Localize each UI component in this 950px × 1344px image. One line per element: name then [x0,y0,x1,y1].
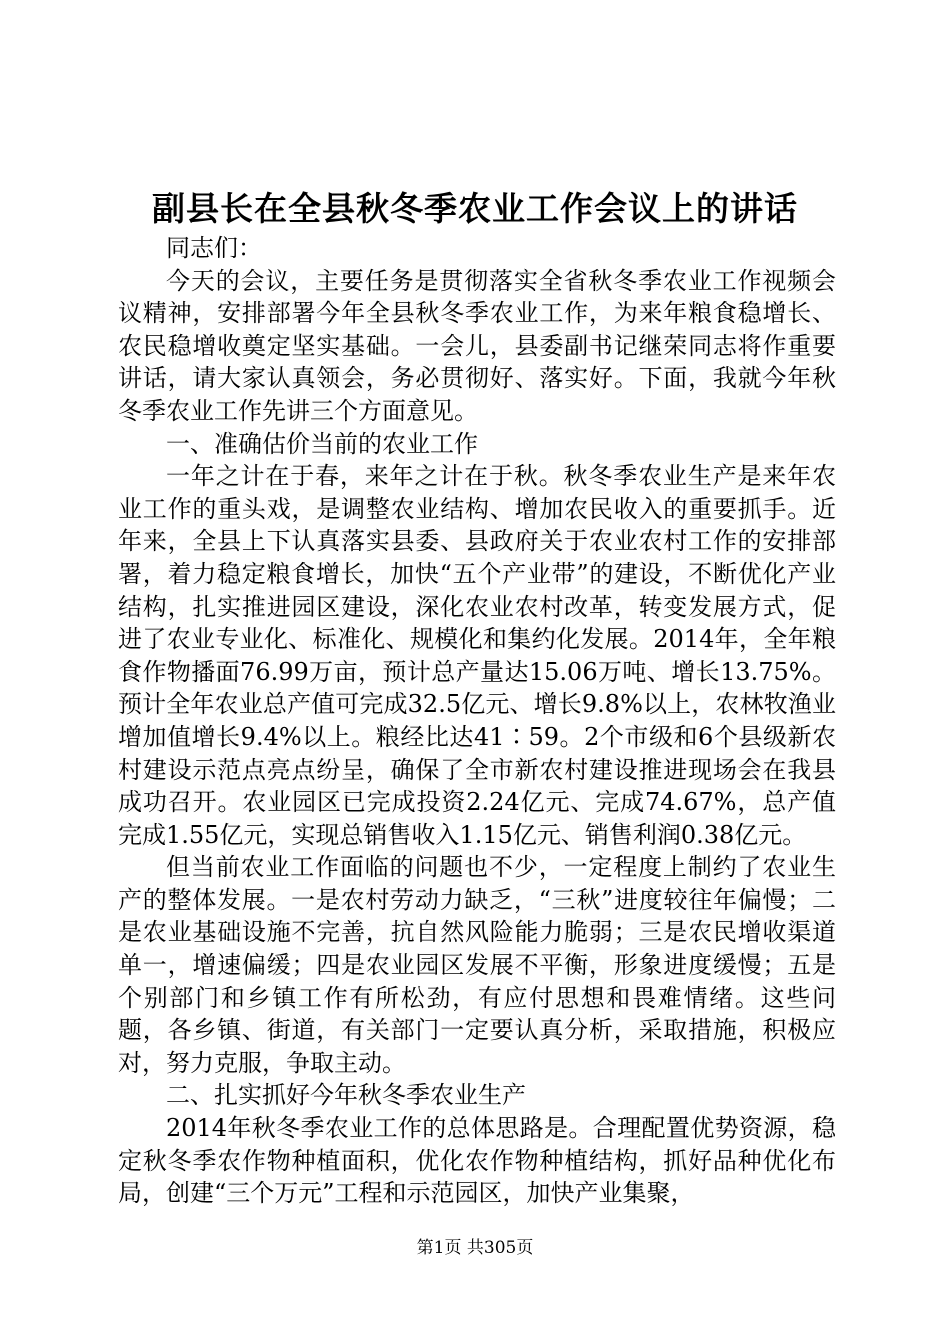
section-heading-2: 二、扎实抓好今年秋冬季农业生产 [166,1081,526,1110]
document-body [118,232,836,1210]
paragraph-approach: 2014年秋冬季农业工作的总体思路是。合理配置优势资源，稳定秋冬季农作物种植面积，优化农作物种植结构，抓好品种优化布局，创建“三个万元”工程和示范园区，加快产业集聚， [118,1114,836,1208]
paragraph-problems: 但当前农业工作面临的问题也不少，一定程度上制约了农业生产的整体发展。一是农村劳动力缺乏，“三秋”进度较往年偏慢；二是农业基础设施不完善，抗自然风险能力脆弱；三是农民增收渠道单一，增速偏缓；四是农业园区发展不平衡，形象进度缓慢；五是个别部门和乡镇工作有所松劲，有应付思想和畏难情绪。这些问题，各乡镇、街道，有关部门一定要认真分析，采取措施，积极应对，努力克服，争取主动。 [118,853,836,1077]
document-title: 副县长在全县秋冬季农业工作会议上的讲话 [152,189,798,228]
page-footer: 第1页 共305页 [416,1238,534,1258]
paragraph-achievements: 一年之计在于春，来年之计在于秋。秋冬季农业生产是来年农业工作的重头戏，是调整农业结构、增加农民收入的重要抓手。近年来，全县上下认真落实县委、县政府关于农业农村工作的安排部署，着力稳定粮食增长，加快“五个产业带”的建设，不断优化产业结构，扎实推进园区建设，深化农业农村改革，转变发展方式，促进了农业专业化、标准化、规模化和集约化发展。2014年，全年粮食作物播面76.99万亩，预计总产量达15.06万吨、增长13.75%。预计全年农业总产值可完成32.5亿元、增长9.8%以上，农林牧渔业增加值增长9.4%以上。粮经比达41∶59。2个市级和6个县级新农村建设示范点亮点纷呈，确保了全市新农村建设推进现场会在我县成功召开。农业园区已完成投资2.24亿元、完成74.67%，总产值完成1.55亿元，实现总销售收入1.15亿元、销售利润0.38亿元。 [118,462,836,849]
section-heading-1: 一、准确估价当前的农业工作 [166,429,478,458]
paragraph-intro: 今天的会议，主要任务是贯彻落实全省秋冬季农业工作视频会议精神，安排部署今年全县秋冬季农业工作，为来年粮食稳增长、农民稳增收奠定坚实基础。一会儿，县委副书记继荣同志将作重要讲话，请大家认真领会，务必贯彻好、落实好。下面，我就今年秋冬季农业工作先讲三个方面意见。 [118,266,836,425]
salutation: 同志们： [166,234,262,262]
